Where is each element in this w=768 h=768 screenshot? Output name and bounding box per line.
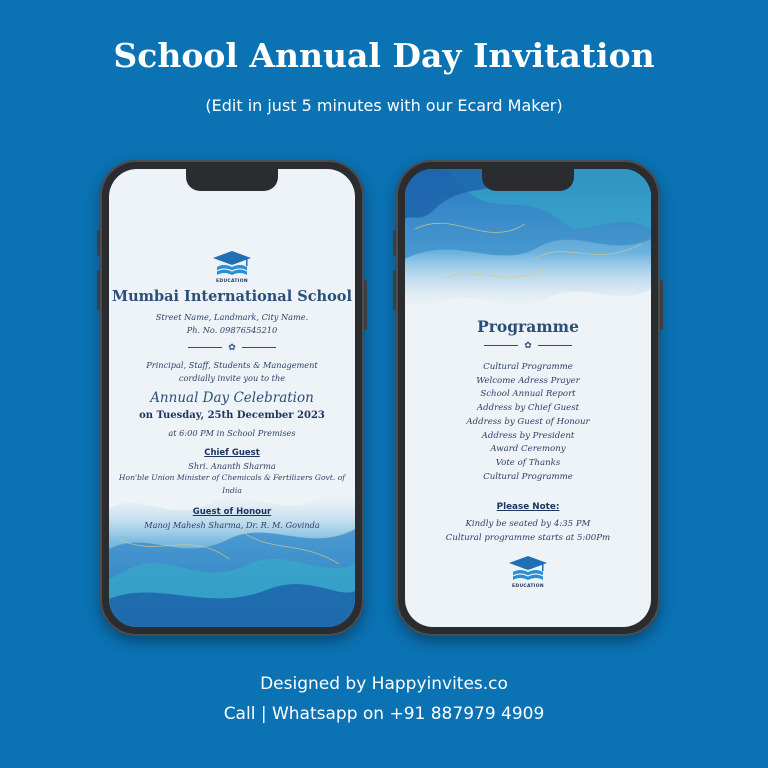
- lotus-icon: ✿: [524, 340, 532, 350]
- ornament-divider: [405, 340, 651, 351]
- chief-guest-name: Shri. Ananth Sharma: [188, 460, 276, 471]
- chief-guest-heading: Chief Guest: [204, 447, 260, 458]
- event-date: on Tuesday, 25th December 2023: [139, 410, 325, 421]
- programme-item: School Annual Report: [480, 389, 576, 400]
- programme-item: Address by Chief Guest: [476, 403, 580, 414]
- programme-card: [405, 169, 651, 627]
- contact-text: Call | Whatsapp on +91 887979 4909: [223, 704, 545, 724]
- address-line: Street Name, Landmark, City Name.: [155, 312, 309, 322]
- page-title: School Annual Day Invitation: [113, 36, 655, 75]
- ornament-divider: [109, 342, 355, 353]
- logo-caption: EDUCATION: [216, 279, 248, 284]
- phone-line: Ph. No. 09876545210: [186, 324, 278, 335]
- programme-item: Award Ceremony: [490, 444, 566, 455]
- programme-title: Programme: [477, 317, 579, 336]
- programme-item: Address by President: [481, 430, 575, 441]
- chief-guest-title: Hon'ble Union Minister of Chemicals & Fertilizers Govt. of India: [118, 473, 346, 495]
- page-subtitle: (Edit in just 5 minutes with our Ecard Maker): [205, 96, 563, 115]
- guest-of-honour-names: Manoj Mahesh Sharma, Dr. R. M. Govinda: [144, 520, 320, 530]
- note-line-1: Kindly be seated by 4:35 PM: [465, 519, 591, 530]
- programme-item: Cultural Programme: [483, 471, 573, 482]
- event-time: at 6:00 PM in School Premises: [168, 428, 296, 438]
- school-logo-icon: [211, 249, 253, 279]
- logo-caption: EDUCATION: [512, 583, 544, 589]
- programme-item: Address by Guest of Honour: [466, 416, 590, 427]
- invite-line-1: Principal, Staff, Students & Management: [146, 360, 318, 370]
- lotus-icon: ✿: [228, 342, 236, 352]
- watercolor-top: [405, 169, 651, 339]
- school-logo-icon: [506, 554, 550, 584]
- designed-by-text: Designed by Happyinvites.co: [260, 674, 508, 694]
- invitation-card: [109, 169, 355, 627]
- event-name: Annual Day Celebration: [150, 390, 314, 406]
- school-name: Mumbai International School: [112, 288, 352, 305]
- programme-item: Welcome Adress Prayer: [476, 375, 580, 386]
- note-line-2: Cultural programme starts at 5:00Pm: [445, 533, 611, 544]
- phone-notch: [186, 169, 278, 191]
- phone-programme: [396, 160, 660, 636]
- invite-line-2: cordially invite you to the: [178, 372, 286, 383]
- guest-of-honour-heading: Guest of Honour: [192, 507, 272, 517]
- phone-invitation: [100, 160, 364, 636]
- programme-item: Cultural Programme: [483, 362, 573, 372]
- programme-item: Vote of Thanks: [495, 457, 561, 468]
- phone-notch: [482, 169, 574, 191]
- note-heading: Please Note:: [496, 502, 560, 513]
